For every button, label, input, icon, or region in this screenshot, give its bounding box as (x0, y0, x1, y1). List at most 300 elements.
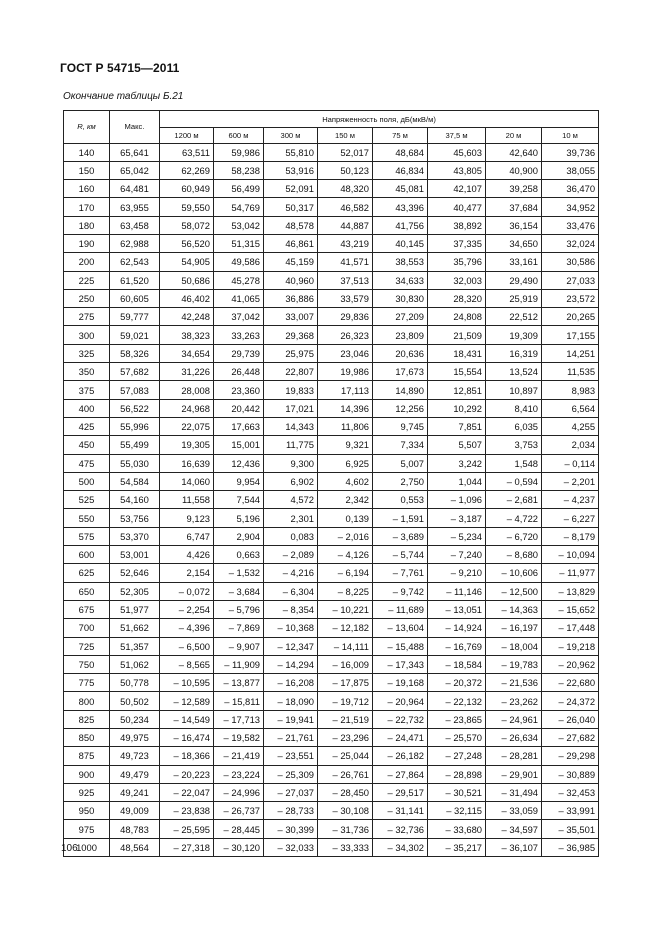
cell-value: 30,830 (373, 289, 428, 307)
cell-value: 14,343 (264, 417, 318, 435)
cell-value: – 22,732 (373, 710, 428, 728)
cell-value: – 35,501 (542, 820, 599, 838)
cell-value: – 16,009 (318, 655, 373, 673)
table-row (64, 838, 599, 856)
cell-value: 14,890 (373, 381, 428, 399)
cell-value: 46,582 (318, 198, 373, 216)
column-header-height: 20 м (486, 128, 542, 144)
cell-value: 12,851 (428, 381, 486, 399)
cell-value: 36,154 (486, 216, 542, 234)
cell-value: – 18,366 (160, 747, 214, 765)
cell-value: – 16,208 (264, 674, 318, 692)
cell-value: – 0,072 (160, 582, 214, 600)
cell-value: – 22,132 (428, 692, 486, 710)
cell-value: – 10,606 (486, 564, 542, 582)
cell-value: – 21,519 (318, 710, 373, 728)
cell-value: 7,544 (214, 491, 264, 509)
cell-value: 62,269 (160, 161, 214, 179)
cell-value: – 31,141 (373, 802, 428, 820)
cell-value: 44,887 (318, 216, 373, 234)
cell-distance: 475 (64, 454, 110, 472)
cell-value: 2,154 (160, 564, 214, 582)
cell-value: 18,431 (428, 344, 486, 362)
table-row (64, 417, 599, 435)
cell-value: 5,507 (428, 436, 486, 454)
cell-value: – 9,742 (373, 582, 428, 600)
cell-value: 34,952 (542, 198, 599, 216)
cell-value: 35,796 (428, 253, 486, 271)
cell-value: 25,975 (264, 344, 318, 362)
cell-value: 4,426 (160, 546, 214, 564)
cell-value: 42,107 (428, 180, 486, 198)
table-row (64, 308, 599, 326)
table-row (64, 253, 599, 271)
cell-value: 23,572 (542, 289, 599, 307)
cell-value: 13,524 (486, 363, 542, 381)
cell-value: 52,017 (318, 143, 373, 161)
cell-distance: 180 (64, 216, 110, 234)
column-group-header: Напряженность поля, дБ(мкВ/м) (160, 111, 599, 128)
table-row (64, 491, 599, 509)
cell-value: – 5,234 (428, 527, 486, 545)
cell-max: 50,502 (110, 692, 160, 710)
cell-value: 2,301 (264, 509, 318, 527)
column-header-height: 37,5 м (428, 128, 486, 144)
cell-distance: 375 (64, 381, 110, 399)
table-row (64, 564, 599, 582)
cell-distance: 650 (64, 582, 110, 600)
cell-distance: 925 (64, 783, 110, 801)
cell-value: 5,196 (214, 509, 264, 527)
cell-value: – 24,372 (542, 692, 599, 710)
cell-value: – 6,227 (542, 509, 599, 527)
cell-value: – 21,419 (214, 747, 264, 765)
cell-value: 8,410 (486, 399, 542, 417)
cell-value: – 32,115 (428, 802, 486, 820)
cell-value: – 14,924 (428, 619, 486, 637)
cell-value: – 19,582 (214, 729, 264, 747)
cell-value: – 21,761 (264, 729, 318, 747)
cell-distance: 160 (64, 180, 110, 198)
cell-value: – 24,471 (373, 729, 428, 747)
cell-distance: 700 (64, 619, 110, 637)
cell-value: 6,925 (318, 454, 373, 472)
table-row (64, 363, 599, 381)
cell-value: – 33,991 (542, 802, 599, 820)
column-header-max: Макс. (110, 111, 160, 144)
field-strength-table (63, 110, 599, 857)
document-header: ГОСТ Р 54715—2011 (60, 61, 180, 75)
cell-value: 23,046 (318, 344, 373, 362)
cell-value: 33,007 (264, 308, 318, 326)
cell-value: – 13,877 (214, 674, 264, 692)
cell-value: – 25,570 (428, 729, 486, 747)
cell-value: – 1,591 (373, 509, 428, 527)
cell-value: – 30,399 (264, 820, 318, 838)
cell-value: – 31,494 (486, 783, 542, 801)
cell-value: 60,949 (160, 180, 214, 198)
table-row (64, 692, 599, 710)
cell-distance: 400 (64, 399, 110, 417)
cell-value: – 9,210 (428, 564, 486, 582)
cell-distance: 950 (64, 802, 110, 820)
cell-value: 26,323 (318, 326, 373, 344)
cell-value: – 26,634 (486, 729, 542, 747)
cell-value: – 3,684 (214, 582, 264, 600)
cell-value: 7,334 (373, 436, 428, 454)
cell-max: 49,723 (110, 747, 160, 765)
table-row (64, 674, 599, 692)
cell-distance: 550 (64, 509, 110, 527)
cell-value: 15,554 (428, 363, 486, 381)
cell-value: – 35,217 (428, 838, 486, 856)
cell-distance: 140 (64, 143, 110, 161)
cell-value: 20,636 (373, 344, 428, 362)
cell-value: 43,219 (318, 234, 373, 252)
cell-value: – 18,584 (428, 655, 486, 673)
cell-value: – 28,281 (486, 747, 542, 765)
cell-distance: 800 (64, 692, 110, 710)
cell-value: – 17,343 (373, 655, 428, 673)
cell-value: – 4,722 (486, 509, 542, 527)
cell-value: – 4,126 (318, 546, 373, 564)
cell-value: 19,305 (160, 436, 214, 454)
cell-value: – 14,294 (264, 655, 318, 673)
cell-value: – 8,565 (160, 655, 214, 673)
cell-max: 51,357 (110, 637, 160, 655)
table-row (64, 161, 599, 179)
table-row (64, 600, 599, 618)
cell-value: – 14,363 (486, 600, 542, 618)
cell-max: 59,021 (110, 326, 160, 344)
cell-value: 5,007 (373, 454, 428, 472)
cell-value: – 27,864 (373, 765, 428, 783)
cell-value: 38,055 (542, 161, 599, 179)
cell-value: 0,663 (214, 546, 264, 564)
cell-value: – 11,146 (428, 582, 486, 600)
cell-value: 32,003 (428, 271, 486, 289)
cell-value: 9,123 (160, 509, 214, 527)
table-row (64, 619, 599, 637)
cell-value: 40,145 (373, 234, 428, 252)
cell-value: – 11,689 (373, 600, 428, 618)
cell-value: 40,477 (428, 198, 486, 216)
table-row (64, 344, 599, 362)
cell-value: 59,550 (160, 198, 214, 216)
cell-max: 65,042 (110, 161, 160, 179)
cell-max: 57,083 (110, 381, 160, 399)
cell-value: 54,769 (214, 198, 264, 216)
cell-value: 56,520 (160, 234, 214, 252)
cell-value: – 34,597 (486, 820, 542, 838)
cell-value: – 17,448 (542, 619, 599, 637)
cell-value: 8,983 (542, 381, 599, 399)
cell-value: 25,919 (486, 289, 542, 307)
cell-distance: 600 (64, 546, 110, 564)
cell-value: 38,323 (160, 326, 214, 344)
table-row (64, 143, 599, 161)
cell-max: 52,305 (110, 582, 160, 600)
cell-value: 36,886 (264, 289, 318, 307)
cell-value: 27,209 (373, 308, 428, 326)
cell-value: – 0,114 (542, 454, 599, 472)
cell-value: 17,663 (214, 417, 264, 435)
page-number: 106 (61, 843, 78, 854)
cell-value: – 13,604 (373, 619, 428, 637)
cell-value: 48,684 (373, 143, 428, 161)
cell-value: 39,258 (486, 180, 542, 198)
cell-value: – 3,689 (373, 527, 428, 545)
cell-value: 40,900 (486, 161, 542, 179)
cell-value: – 4,216 (264, 564, 318, 582)
cell-value: 42,640 (486, 143, 542, 161)
cell-value: – 18,004 (486, 637, 542, 655)
cell-value: – 32,453 (542, 783, 599, 801)
cell-value: – 2,016 (318, 527, 373, 545)
cell-value: – 19,783 (486, 655, 542, 673)
cell-max: 55,499 (110, 436, 160, 454)
cell-value: – 23,865 (428, 710, 486, 728)
cell-value: – 12,182 (318, 619, 373, 637)
cell-value: 49,586 (214, 253, 264, 271)
cell-value: – 2,254 (160, 600, 214, 618)
cell-value: 12,436 (214, 454, 264, 472)
cell-value: 39,736 (542, 143, 599, 161)
cell-max: 54,584 (110, 472, 160, 490)
cell-value: – 10,368 (264, 619, 318, 637)
cell-value: 0,139 (318, 509, 373, 527)
cell-value: – 23,551 (264, 747, 318, 765)
table-row (64, 655, 599, 673)
cell-value: 24,808 (428, 308, 486, 326)
cell-max: 64,481 (110, 180, 160, 198)
cell-max: 50,234 (110, 710, 160, 728)
cell-value: 41,571 (318, 253, 373, 271)
cell-value: – 26,761 (318, 765, 373, 783)
table-row (64, 637, 599, 655)
cell-value: – 31,736 (318, 820, 373, 838)
cell-max: 65,641 (110, 143, 160, 161)
cell-value: 29,368 (264, 326, 318, 344)
cell-max: 58,326 (110, 344, 160, 362)
cell-value: – 28,733 (264, 802, 318, 820)
cell-value: 11,775 (264, 436, 318, 454)
cell-value: – 12,347 (264, 637, 318, 655)
cell-value: 34,650 (486, 234, 542, 252)
cell-value: 58,238 (214, 161, 264, 179)
cell-value: 52,091 (264, 180, 318, 198)
cell-value: – 1,532 (214, 564, 264, 582)
cell-value: 6,564 (542, 399, 599, 417)
cell-value: 9,745 (373, 417, 428, 435)
cell-distance: 675 (64, 600, 110, 618)
cell-value: – 17,713 (214, 710, 264, 728)
cell-value: 4,572 (264, 491, 318, 509)
cell-max: 49,241 (110, 783, 160, 801)
cell-value: – 25,044 (318, 747, 373, 765)
cell-value: 6,747 (160, 527, 214, 545)
cell-max: 51,662 (110, 619, 160, 637)
cell-distance: 725 (64, 637, 110, 655)
table-row (64, 454, 599, 472)
cell-value: – 29,901 (486, 765, 542, 783)
cell-value: – 11,909 (214, 655, 264, 673)
cell-value: 10,897 (486, 381, 542, 399)
cell-value: – 18,090 (264, 692, 318, 710)
cell-value: – 4,237 (542, 491, 599, 509)
cell-value: – 23,224 (214, 765, 264, 783)
cell-value: 9,321 (318, 436, 373, 454)
cell-value: 28,008 (160, 381, 214, 399)
cell-value: – 19,712 (318, 692, 373, 710)
table-row (64, 747, 599, 765)
cell-value: 40,960 (264, 271, 318, 289)
cell-value: – 2,089 (264, 546, 318, 564)
cell-value: – 28,450 (318, 783, 373, 801)
cell-value: – 25,309 (264, 765, 318, 783)
cell-value: – 2,201 (542, 472, 599, 490)
column-header-height: 150 м (318, 128, 373, 144)
cell-value: 21,509 (428, 326, 486, 344)
cell-value: – 24,961 (486, 710, 542, 728)
cell-value: 53,916 (264, 161, 318, 179)
table-row (64, 783, 599, 801)
cell-value: – 5,744 (373, 546, 428, 564)
cell-max: 53,756 (110, 509, 160, 527)
cell-value: 4,602 (318, 472, 373, 490)
cell-value: – 27,248 (428, 747, 486, 765)
table-row (64, 289, 599, 307)
column-header-height: 300 м (264, 128, 318, 144)
cell-value: 53,042 (214, 216, 264, 234)
cell-value: – 8,179 (542, 527, 599, 545)
cell-value: 17,155 (542, 326, 599, 344)
cell-value: – 20,223 (160, 765, 214, 783)
cell-value: 24,968 (160, 399, 214, 417)
cell-value: – 20,372 (428, 674, 486, 692)
cell-value: – 0,594 (486, 472, 542, 490)
cell-value: 15,001 (214, 436, 264, 454)
column-header-height: 10 м (542, 128, 599, 144)
cell-value: – 25,595 (160, 820, 214, 838)
cell-value: 50,686 (160, 271, 214, 289)
cell-value: – 19,218 (542, 637, 599, 655)
table-caption: Окончание таблицы Б.21 (63, 91, 184, 102)
cell-value: 16,319 (486, 344, 542, 362)
cell-max: 60,605 (110, 289, 160, 307)
cell-max: 57,682 (110, 363, 160, 381)
cell-value: 11,535 (542, 363, 599, 381)
cell-value: 20,442 (214, 399, 264, 417)
cell-value: 51,315 (214, 234, 264, 252)
table-row (64, 472, 599, 490)
cell-value: – 27,318 (160, 838, 214, 856)
cell-value: – 26,737 (214, 802, 264, 820)
cell-value: 17,021 (264, 399, 318, 417)
cell-value: 36,470 (542, 180, 599, 198)
cell-value: 54,905 (160, 253, 214, 271)
cell-value: 22,512 (486, 308, 542, 326)
cell-value: 37,042 (214, 308, 264, 326)
cell-max: 52,646 (110, 564, 160, 582)
table-row (64, 820, 599, 838)
cell-distance: 850 (64, 729, 110, 747)
cell-value: – 27,037 (264, 783, 318, 801)
cell-value: – 26,040 (542, 710, 599, 728)
cell-distance: 225 (64, 271, 110, 289)
cell-value: – 16,197 (486, 619, 542, 637)
cell-value: 48,578 (264, 216, 318, 234)
table-row (64, 765, 599, 783)
cell-value: – 33,333 (318, 838, 373, 856)
cell-distance: 200 (64, 253, 110, 271)
cell-value: – 16,769 (428, 637, 486, 655)
cell-value: – 23,838 (160, 802, 214, 820)
cell-value: 50,123 (318, 161, 373, 179)
cell-value: 29,836 (318, 308, 373, 326)
cell-value: – 23,262 (486, 692, 542, 710)
cell-value: 29,490 (486, 271, 542, 289)
cell-value: 45,278 (214, 271, 264, 289)
cell-value: 0,083 (264, 527, 318, 545)
cell-value: – 6,194 (318, 564, 373, 582)
cell-value: – 15,488 (373, 637, 428, 655)
cell-value: – 28,445 (214, 820, 264, 838)
cell-max: 49,009 (110, 802, 160, 820)
cell-value: – 32,736 (373, 820, 428, 838)
cell-value: 34,633 (373, 271, 428, 289)
cell-max: 54,160 (110, 491, 160, 509)
cell-value: – 8,354 (264, 600, 318, 618)
table-container (63, 110, 599, 857)
cell-value: 33,161 (486, 253, 542, 271)
cell-value: 26,448 (214, 363, 264, 381)
cell-value: 16,639 (160, 454, 214, 472)
cell-value: 11,806 (318, 417, 373, 435)
cell-value: 10,292 (428, 399, 486, 417)
cell-max: 55,996 (110, 417, 160, 435)
cell-value: – 8,680 (486, 546, 542, 564)
cell-value: 19,986 (318, 363, 373, 381)
cell-distance: 450 (64, 436, 110, 454)
cell-value: 23,809 (373, 326, 428, 344)
table-row (64, 326, 599, 344)
cell-value: 33,263 (214, 326, 264, 344)
cell-distance: 425 (64, 417, 110, 435)
cell-value: – 3,187 (428, 509, 486, 527)
cell-value: – 9,907 (214, 637, 264, 655)
table-row (64, 180, 599, 198)
cell-value: 12,256 (373, 399, 428, 417)
cell-value: 4,255 (542, 417, 599, 435)
cell-max: 51,977 (110, 600, 160, 618)
cell-value: 30,586 (542, 253, 599, 271)
cell-value: 3,242 (428, 454, 486, 472)
cell-value: 14,251 (542, 344, 599, 362)
table-row (64, 729, 599, 747)
cell-value: 38,892 (428, 216, 486, 234)
table-row (64, 381, 599, 399)
cell-max: 62,988 (110, 234, 160, 252)
cell-value: – 33,680 (428, 820, 486, 838)
cell-value: – 19,941 (264, 710, 318, 728)
cell-value: 1,548 (486, 454, 542, 472)
cell-max: 56,522 (110, 399, 160, 417)
table-row (64, 710, 599, 728)
cell-max: 63,955 (110, 198, 160, 216)
cell-distance: 825 (64, 710, 110, 728)
cell-value: 3,753 (486, 436, 542, 454)
